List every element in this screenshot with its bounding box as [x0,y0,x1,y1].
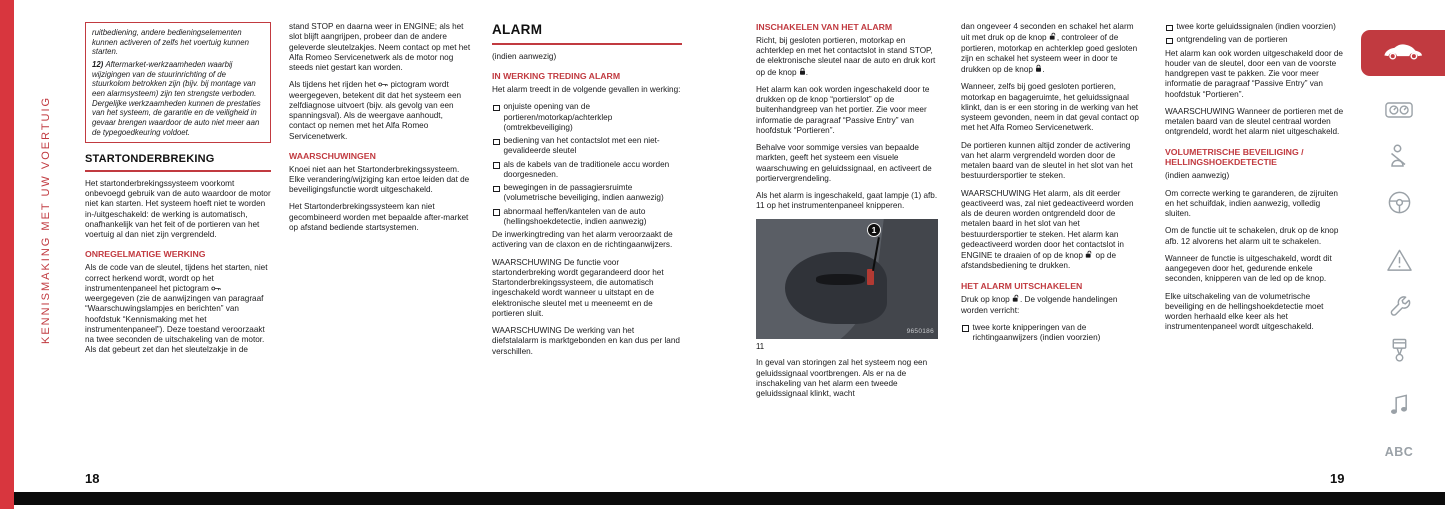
availability-note: (indien aanwezig) [492,51,557,61]
text-run: pictogram wordt weergegeven, betekent dit dat het systeem een zelfdiagnose uitvoert (bijv. als gevolg van een spanningsval). Als de weergave aanhoudt, contact op nemen met het Alfa Romeo Servicenetwerk. [289,80,462,141]
text-run: bewegingen in de passagiersruimte (volumetrische beveiliging, indien aanwezig) [503,183,664,203]
index-abc-label: ABC [1384,445,1414,459]
bullet-text [1177,22,1336,32]
text-run: Elke uitschakeling van de volumetrische beveiliging en de hellingshoekdetectie moet worden herhaald elke keer als het instrumentenpaneel wordt uitgeschakeld. [1165,291,1324,332]
bullet-text [973,323,1143,344]
paragraph [756,191,938,212]
bullet-text [504,160,683,181]
bullet-text [1177,35,1288,45]
paragraph [492,258,682,320]
door-handle [816,274,865,285]
callout-marker: 1 [867,223,881,237]
paragraph [1165,189,1348,220]
text-run: WAARSCHUWING Het alarm, als dit eerder geactiveerd was, zal niet gedeactiveerd worden als de deuren worden ontgrendeld door de metalen baard in het slot van het bestuurdersportier te steken. Het alarm kan gedeactiveerd worden door het contactslot in ENGINE te draaien of op de knop [961,188,1134,260]
bullet-square-icon [962,325,969,332]
key-icon [378,80,388,89]
maintenance-icon [1385,292,1413,320]
text-run: 12) [92,59,106,69]
bullet-square-icon [493,162,500,169]
note-paragraph [92,28,264,57]
bullet-square-icon [493,139,500,146]
text-run: abnormaal heffen/kantelen van de auto (hellingshoekdetectie, indien aanwezig) [503,206,647,226]
text-run: De portieren kunnen altijd zonder de activering van het alarm vergrendeld worden door de metalen baard van de sleutel in het slot van het bestuurdersportier te steken. [961,140,1133,181]
bullet-item [492,102,682,133]
section-heading: STARTONDERBREKING [85,153,271,172]
paragraph [289,202,471,233]
text-run: WAARSCHUWING De werking van het diefstalalarm is marktgebonden en kan dus per land verschillen. [492,326,680,356]
bullet-square-icon [1166,25,1173,32]
unlock-icon [1049,33,1057,42]
chapter-vertical-label: KENNISMAKING MET UW VOERTUIG [40,95,52,344]
index-tab [1385,438,1413,466]
text-run: Behalve voor sommige versies van bepaalde markten, geeft het systeem een visuele waarschuwing en geluidssignaal, en activeert de portiervergrendeling. [756,143,932,183]
text-run: twee korte knipperingen van de richtingaanwijzers (indien voorzien) [972,322,1101,343]
text-column-1 [85,22,271,487]
paragraph [289,22,471,73]
text-run: . De volgende handelingen worden verricht: [961,295,1118,315]
bullet-square-icon [1166,38,1173,45]
sub-heading: WAARSCHUWINGEN [289,150,376,161]
paragraph [85,263,271,355]
paragraph [1165,292,1348,333]
bullet-text [504,102,683,133]
paragraph [756,143,938,184]
paragraph [289,165,471,196]
lock-icon [799,67,809,77]
bullet-square-icon [493,186,500,193]
text-run: , controleer of de portieren, motorkap en achterklep goed gesloten zijn en schakel het systeem weer in door te drukken op de knop [961,33,1138,74]
paragraph [1165,254,1348,285]
unlock-icon [1012,295,1020,304]
text-run: onjuiste opening van de portieren/motorkap/achterklep (omtrekbeveiliging) [503,102,613,132]
paragraph [1165,107,1348,138]
bullet-item [492,136,682,157]
safety-icon [1385,142,1413,170]
text-run: In geval van storingen zal het systeem nog een geluidssignaal voortbrengen. Als er na de inschakeling van het alarm een tweede geluidssignaal klinkt, wacht [756,358,928,399]
multimedia-icon [1385,390,1413,418]
note-paragraph [92,60,264,137]
bullet-item [961,323,1142,344]
text-run: Het alarm kan ook worden ingeschakeld door te drukken op de knop “portierslot” op de buitenhandgreep van het portier. Zie voor meer informatie de paragraaf “Passive Entry” van hoofdstuk “Portieren”. [756,84,930,135]
sub-heading: HET ALARM UITSCHAKELEN [961,280,1083,291]
text-run: Wanneer de functie is uitgeschakeld, wordt dit aangegeven door het, gedurende enkele seconden, knipperen van de led op de knop. [1165,253,1332,284]
paragraph [756,85,938,136]
text-run: bediening van het contactslot met een niet-gevalideerde sleutel [503,136,660,156]
bullet-item [492,183,682,204]
text-column-6 [1165,22,1348,487]
text-column-3 [492,22,682,487]
text-run: weergegeven (zie de aanwijzingen van paragraaf “Waarschuwingslampjes en berichten” van hoofdstuk “Kennismaking met het instrumentenpaneel”). Deze toestand veroorzaakt na twee seconden de uitschakeling van de motor. Als dat gebeurt zet dan het sleutelzakje in de [85,294,265,355]
text-run: . [805,67,809,77]
active-chapter-tab [1361,30,1445,76]
text-run: Het alarm kan ook worden uitgeschakeld door de houder van de sleutel, door een van de voorste handgrepen vast te pakken. Zie voor meer informatie de paragraaf “Passive Entry” van hoofdstuk “Portieren”. [1165,48,1343,99]
figure-block [756,219,938,352]
text-run: Druk op knop [961,295,1012,305]
text-run: ruitbediening, andere bedieningselementen kunnen activeren of zelfs het voertuig kunnen starten. [92,28,249,57]
text-column-5 [961,22,1142,487]
bullet-text [504,183,683,204]
text-run: De inwerkingtreding van het alarm veroorzaakt de activering van de claxon en de richtingaanwijzers. [492,230,673,250]
text-run: Als de code van de sleutel, tijdens het starten, niet correct herkend wordt, wordt op het instrumentenpaneel het pictogram [85,263,268,293]
paragraph [492,85,682,95]
bullet-square-icon [493,105,500,112]
text-run: stand STOP en daarna weer in ENGINE; als het slot blijft aangrijpen, probeer dan de andere geleverde sleutelzakjes. Neem contact op met het Alfa Romeo Servicenetwerk als de motor nog steeds niet gestart kan worden. [289,22,471,72]
text-run: als de kabels van de traditionele accu worden doorgesneden. [503,159,670,179]
text-run: WAARSCHUWING De functie voor startonderbreking wordt gegarandeerd door het Startonderbrekingssysteem, die automatisch ingeschakeld wordt wanneer u uitstapt en de elektronische sleutel met u meeneemt en de portieren sluit. [492,257,664,318]
emergency-icon [1385,246,1413,274]
text-run: Wanneer, zelfs bij goed gesloten portieren, motorkap en bagageruimte, het geluidssignaal klinkt, dan is er een storing in de werking van het systeem gevonden, neem in dat geval contact op met het Alfa Romeo Servicenetwerk. [961,82,1139,133]
page-number-right: 19 [1330,471,1345,486]
text-run: Knoei niet aan het Startonderbrekingssysteem. Elke verandering/wijziging kan ertoe leiden dat de beveiligingsfunctie wordt uitgeschakeld. [289,164,470,195]
sub-heading: INSCHAKELEN VAN HET ALARM [756,22,893,32]
text-run: op de afstandsbediening te drukken. [961,251,1117,271]
section-title: ALARM [492,22,682,45]
paragraph [1165,226,1348,247]
text-run: WAARSCHUWING Wanneer de portieren met de metalen baard van de sleutel centraal worden ontgrendeld, wordt het alarm niet uitgeschakeld. [1165,106,1344,137]
paragraph [756,358,938,399]
bullet-item [1165,35,1348,45]
text-column-2 [289,22,471,487]
bullet-item [1165,22,1348,32]
bullet-text [504,207,683,228]
text-run: Om correcte werking te garanderen, de zijruiten en het schuifdak, indien aanwezig, volledig sluiten. [1165,188,1338,218]
paragraph [492,230,682,251]
bullet-item [492,207,682,228]
text-run: ontgrendeling van de portieren [1176,35,1288,45]
bullet-item [492,160,682,181]
page-number-left: 18 [85,471,100,486]
driving-icon [1385,188,1413,216]
text-run: Het alarm treedt in de volgende gevallen in werking: [492,85,681,94]
image-code: 9650186 [906,327,934,335]
text-run: Als het alarm is ingeschakeld, gaat lampje (1) afb. 11 op het instrumentenpaneel knipperen. [756,191,938,211]
paragraph [961,294,1142,316]
text-run: Om de functie uit te schakelen, druk op de knop afb. 12 alvorens het alarm uit te schakelen. [1165,226,1339,246]
chapter-tab-sidebar [1355,0,1445,505]
sub-heading: IN WERKING TREDING ALARM [492,71,621,82]
warning-note-box [85,22,271,143]
text-run: . [1042,65,1045,74]
paragraph [289,80,471,142]
bullet-text [504,136,683,157]
door-panel-recess [785,252,887,324]
paragraph [85,179,271,241]
text-run: dan ongeveer 4 seconden en schakel het alarm uit met druk op de knop [961,22,1134,43]
paragraph [492,326,682,357]
door-lock-led [867,269,874,285]
bullet-square-icon [493,209,500,216]
text-run: Als tijdens het rijden het [289,80,379,90]
paragraph [961,189,1142,272]
chapter-color-bar [0,0,14,509]
paragraph [961,22,1142,75]
key-icon [211,284,221,293]
paragraph [961,141,1142,182]
sub-heading: VOLUMETRISCHE BEVEILIGING / HELLINGSHOEKDETECTIE [1165,146,1304,168]
page-footer-band [14,492,1445,505]
text-run: Het Startonderbrekingssysteem kan niet gecombineerd worden met bepaalde after-market op afstand bediende startsystemen. [289,202,469,232]
paragraph [961,82,1142,133]
car-icon [1382,41,1424,66]
technical-data-icon [1385,336,1413,364]
paragraph [1165,49,1348,100]
paragraph [756,36,938,78]
availability-note: (indien aanwezig) [1165,171,1230,181]
text-run: twee korte geluidssignalen (indien voorzien) [1176,22,1336,31]
door-panel-photo [756,219,938,339]
text-run: Aftermarket-werkzaamheden waarbij wijzigingen van de stuurinrichting of de stuurkolom betrokken zijn (bijv. bij montage van een alarmsysteem) zijn ten strengste verboden. Dergelijke werkzaamheden kunnen de prestaties van het systeem, de garantie en de veiligheid in gevaar brengen waardoor de auto niet meer aan de typegoedkeuring voldoet. [92,59,261,137]
text-run: Richt, bij gesloten portieren, motorkap en achterklep en met het contactslot in stand STOP, de elektronische sleutel naar de auto en druk kort op de knop [756,35,936,77]
text-run: Het startonderbrekingssysteem voorkomt onbevoegd gebruik van de auto waardoor de motor niet kan starten. Het systeem hoeft niet te worden in-/uitgeschakeld: de werking is automatisch, onafhankelijk van het feit of de portieren van het voertuig al dan niet zijn vergrendeld. [85,178,271,240]
sub-heading: ONREGELMATIGE WERKING [85,249,206,260]
figure-number: 11 [756,341,765,351]
instrument-panel-icon [1385,96,1413,124]
text-column-4 [756,22,938,487]
